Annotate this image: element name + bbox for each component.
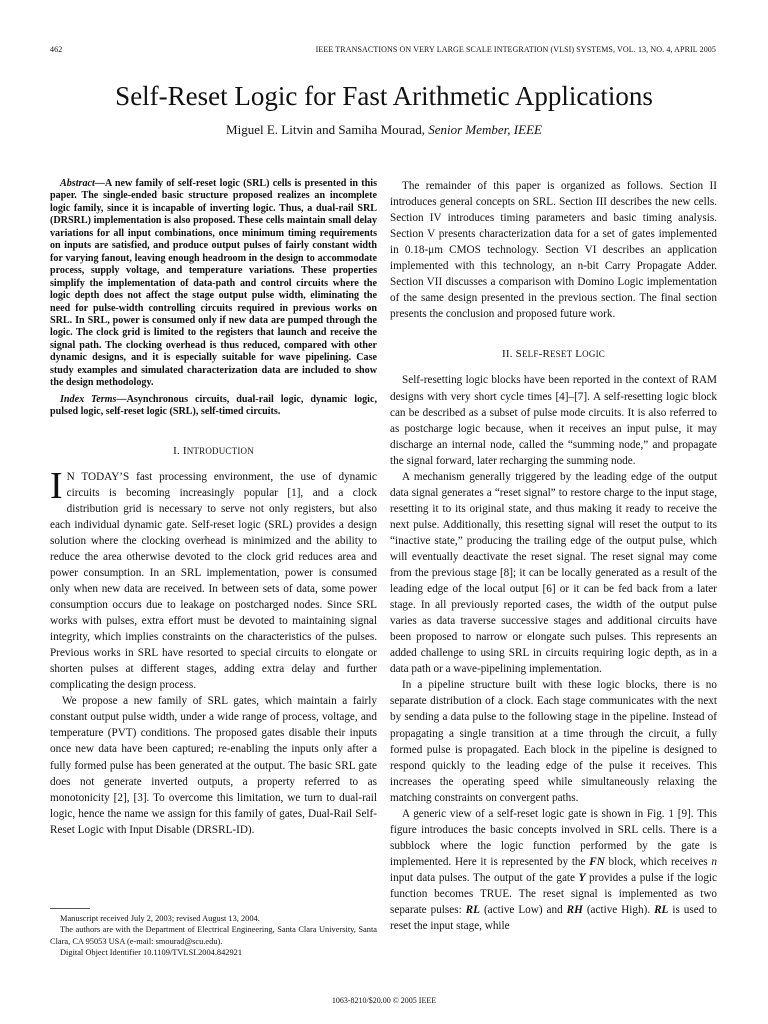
copyright-footer: 1063-8210/$20.00 © 2005 IEEE (331, 996, 437, 1005)
srl-paragraph-4: A generic view of a self-reset logic gate is shown in Fig. 1 [9]. This figure introduces the basic concepts involved in SRL cells. There is a subblock where the logic function performed by the gate is implemented. Here it is represented by the FN block, which receives n input data pulses. The output of the gate Y provides a pulse if the logic function becomes TRUE. The reset signal is implemented as two separate pulses: RL (active Low) and RH (active High). RL is used to reset the input stage, while (390, 807, 718, 933)
intro-paragraph-1: I N TODAY’S fast processing environment, the use of dynamic circuits is becoming increasingly popular [1], and a clock distribution grid is necessary to serve not only registers, but also each individual dynamic gate. Self-reset logic (SRL) provides a design solution where the clocking overhead is minimized and the ability to reduce the area otherwise devoted to the clock grid reduces area and power consumption. In an SRL implementation, power is consumed only when new data are received. In between sets of data, some power consumption occurs due to leakage on postcharged nodes. Since SRL works with pulses, extra effort must be devoted to maintaining signal integrity, which implies constraints on the characteristics of the pulses. Previous works in SRL have resorted to special circuits to elongate or shorten pulses at different stages, adding extra delay and further complicating the design process. (50, 464, 377, 692)
journal-name: IEEE TRANSACTIONS ON VERY LARGE SCALE INTEGRATION (VLSI) SYSTEMS, VOL. 13, NO. 4, APRIL 2005 (315, 45, 716, 54)
left-column (50, 178, 377, 838)
abstract-label: Abstract— (60, 178, 105, 189)
paper-title: Self-Reset Logic for Fast Arithmetic Applications (115, 81, 653, 111)
index-terms (50, 394, 377, 419)
srl-paragraph-3: In a pipeline structure built with these logic blocks, there is no separate distribution of a clock. Each stage communicates with the next by sending a data pulse to the following stage in the pipeline. Instead of propagating a single transition at a time through the circuit, a fully formed pulse is propagated. Each block in the pipeline is designed to respond quickly to the leading edge of the pulse it receives. This increases the operating speed while simultaneously relaxing the matching constraints on convergent paths. (390, 679, 717, 804)
footnote (50, 908, 377, 958)
drop-cap: I (50, 464, 63, 507)
author-line (0, 121, 768, 139)
section-heading-introduction: I. INTRODUCTION (173, 444, 254, 457)
footnote-affiliation: The authors are with the Department of Electrical Engineering, Santa Clara University, Santa Clara, CA 95053 USA (e-mail: smourad@scu.edu). (50, 925, 377, 946)
srl-paragraph-2: A mechanism generally triggered by the leading edge of the output data signal generates a “reset signal” to restore charge to the input stage, resetting it to its original state, and thus making it ready to receive the next pulse. Additionally, this resetting signal will reset the output to its “inactive state,” producing the trailing edge of the output pulse, which will eventually deactivate the reset signal. The reset signal may come from the previous stage [8]; it can be locally generated as a result of the leading edge of the local output [6] or it can be fed back from a later stage. In all previously reported cases, the width of the output pulse varies as data traverse successive stages and additional circuits have been proposed to narrow or elongate such pulses. This represents an added challenge to using SRL in circuits requiring logic depth, as in a data path or a wave-pipelining implementation. (390, 470, 717, 676)
srl-paragraph-1: Self-resetting logic blocks have been reported in the context of RAM designs with very short cycle times [4]–[7]. A self-resetting logic block can be described as a subset of pulse mode circuits. It is also referred to as postcharge logic because, when it receives an input pulse, it may discharge an internal node, called the “summing node,” and propagate the signal forward, later recharging the summing node. (390, 374, 717, 467)
author-names: Miguel E. Litvin and Samiha Mourad, (226, 122, 425, 137)
right-column (390, 178, 717, 934)
footnote-received: Manuscript received July 2, 2003; revised August 13, 2004. (60, 914, 260, 923)
author-affiliation: Senior Member, IEEE (428, 122, 542, 137)
paper-organization-paragraph: The remainder of this paper is organized as follows. Section II introduces general concepts on SRL. Section III describes the new cells. Section IV introduces timing parameters and basic timing analysis. Section V presents characterization data for a set of gates implemented in 0.18-μm CMOS technology. Section VI describes an application implemented with this technology, an n-bit Carry Propagate Adder. Section VII discusses a comparison with Domino Logic implementation of the same design presented in the previous section. The final section presents the conclusion and proposed future work. (390, 180, 717, 321)
footnote-rule (50, 908, 90, 909)
abstract-text: A new family of self-reset logic (SRL) cells is presented in this paper. The single-ended basic structure proposed realizes an incomplete logic family, since it is incapable of inverting logic. Thus, a dual-rail SRL (DRSRL) implementation is also proposed. These cells maintain small delay variations for all input combinations, once minimum timing requirements on inputs are satisfied, and produce output pulses of fairly constant width for varying fanout, leaving enough headroom in the design to accommodate process, supply voltage, and temperature variations. These properties simplify the implementation of data-path and control circuits where the logic depth does not affect the stage output pulse width, eliminating the need for pulse-width controlling circuits required in previous works on SRL. In SRL, power is consumed only if new data are pumped through the logic. The clock grid is limited to the registers that launch and receive the signal path. The clocking overhead is thus reduced, compared with other dynamic designs, and it is especially suitable for wave pipelining. Case study examples and simulated characterization data are included to show the design methodology. (50, 178, 377, 389)
abstract (50, 178, 377, 390)
running-header (50, 45, 716, 57)
footnote-doi: Digital Object Identifier 10.1109/TVLSI.2004.842921 (60, 947, 243, 957)
index-terms-text: Asynchronous circuits, dual-rail logic, dynamic logic, pulsed logic, self-reset logic (SRL), self-timed circuits. (50, 393, 377, 418)
section-heading-self-reset-logic: II. SELF-RESET LOGIC (502, 348, 605, 361)
page-number: 462 (50, 45, 63, 54)
index-terms-label: Index Terms— (60, 393, 127, 405)
intro-paragraph-2: We propose a new family of SRL gates, which maintain a fairly constant output pulse width, under a wide range of process, voltage, and temperature (PVT) conditions. The proposed gates disable their inputs once new data have been captured; re-enabling the inputs only after a fully formed pulse has been generated at the output. The basic SRL gate does not generate inverted outputs, a property referred to as monotonicity [2], [3]. To overcome this limitation, we turn to dual-rail logic, hence the name we assign for this family of gates, Dual-Rail Self-Reset Logic with Input Disable (DRSRL-ID). (50, 695, 377, 836)
